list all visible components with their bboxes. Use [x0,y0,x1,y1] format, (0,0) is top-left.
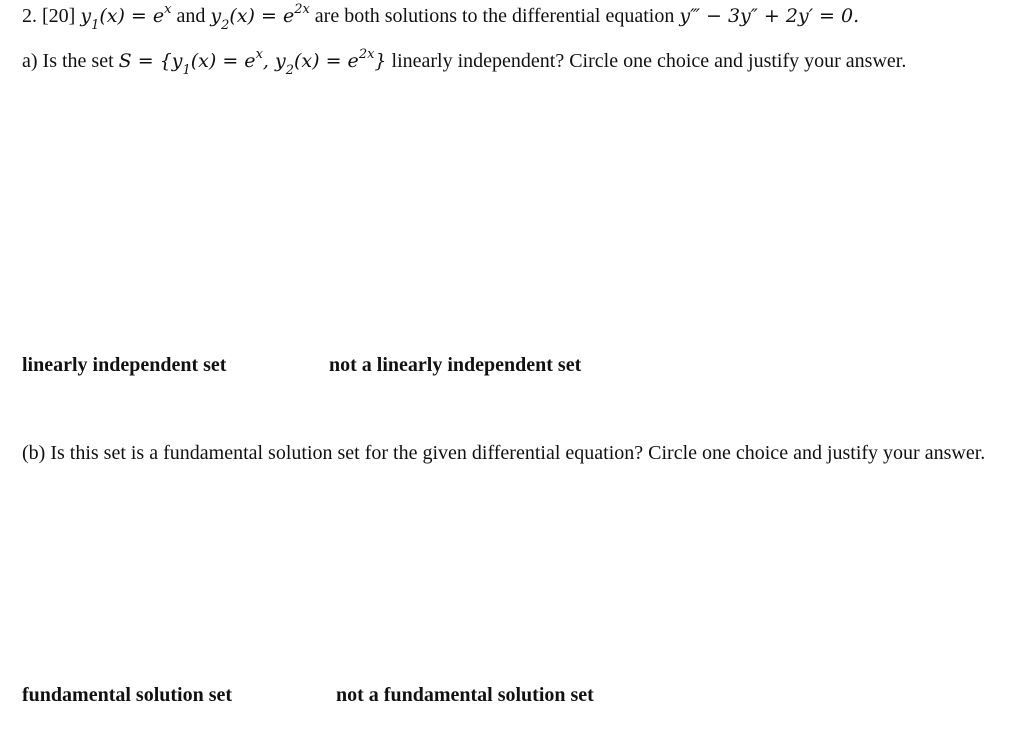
part-a-question [22,46,907,78]
choice-fundamental-set[interactable]: fundamental solution set [22,684,233,706]
set-definition: $S = \{y_1(x) = e^x$, $y_2(x) = e^{2x}$} [118,46,387,78]
y1-definition: $y_1(x) = e^x$ [80,1,172,33]
problem-points: [20] [42,5,76,27]
part-a-question-text: linearly independent? Circle one choice and justify your answer. [386,50,907,72]
part-a-lead: a) Is the set [22,50,119,72]
choice-not-fundamental-set[interactable]: not a fundamental solution set [336,684,594,706]
part-b-question: (b) Is this set is a fundamental solution set for the given differential equation? Circle one choice and justify your answer. [22,442,986,464]
differential-equation: y‴ − 3y″ + 2y′ = 0. [679,5,860,27]
y2-definition: $y_2(x) = e^{2x}$ [210,1,310,33]
problem-statement [22,1,860,33]
choice-not-linearly-independent[interactable]: not a linearly independent set [329,354,582,376]
and-text: and [171,5,211,27]
problem-mid-text: are both solutions to the differential equation [309,5,680,27]
choice-linearly-independent[interactable]: linearly independent set [22,354,227,376]
problem-number: 2. [22,5,37,27]
